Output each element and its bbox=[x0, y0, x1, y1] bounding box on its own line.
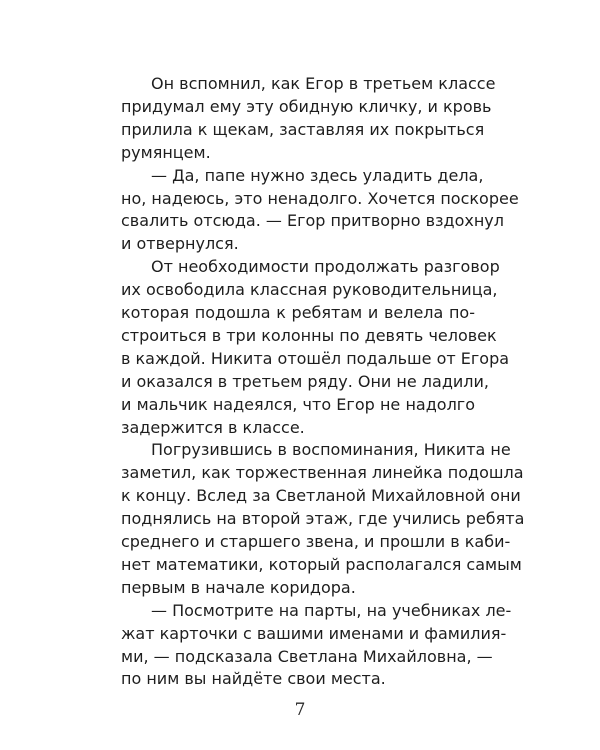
text-line: строиться в три колонны по девять человек bbox=[121, 325, 497, 345]
text-line: От необходимости продолжать разговор bbox=[151, 257, 500, 277]
text-line: жат карточки с вашими именами и фамилия- bbox=[121, 623, 507, 643]
text-line: и мальчик надеялся, что Егор не надолго bbox=[121, 394, 475, 414]
text-line: по ним вы найдёте свои места. bbox=[121, 669, 386, 689]
text-line: нет математики, который располагался самым bbox=[121, 554, 522, 574]
text-line: и оказался в третьем ряду. Они не ладили, bbox=[121, 371, 489, 391]
text-line: к концу. Вслед за Светланой Михайловной они bbox=[121, 486, 521, 506]
text-line: задержится в классе. bbox=[121, 417, 305, 437]
text-line: ми, — подсказала Светлана Михайловна, — bbox=[121, 646, 493, 666]
text-line: свалить отсюда. — Егор притворно вздохнул bbox=[121, 211, 504, 231]
text-line: их освободила классная руководительница, bbox=[121, 280, 498, 300]
text-line: заметил, как торжественная линейка подошла bbox=[121, 463, 524, 483]
text-line: — Да, папе нужно здесь уладить дела, bbox=[151, 165, 484, 185]
text-line: румянцем. bbox=[121, 142, 211, 162]
text-line: первым в начале коридора. bbox=[121, 577, 356, 597]
text-line: поднялись на второй этаж, где учились ребята bbox=[121, 509, 525, 529]
text-line: придумал ему эту обидную кличку, и кровь bbox=[121, 96, 492, 116]
text-line: и отвернулся. bbox=[121, 234, 239, 254]
text-line: среднего и старшего звена, и прошли в каби- bbox=[121, 532, 511, 551]
text-line: в каждой. Никита отошёл подальше от Егора bbox=[121, 348, 510, 368]
text-line: Погрузившись в воспоминания, Никита не bbox=[151, 440, 511, 460]
page-number: 7 bbox=[294, 700, 306, 720]
text-line: прилила к щекам, заставляя их покрыться bbox=[121, 119, 485, 139]
text-line: Он вспомнил, как Егор в третьем классе bbox=[151, 74, 496, 93]
text-line: но, надеюсь, это ненадолго. Хочется поскорее bbox=[121, 188, 519, 208]
text-line: которая подошла к ребятам и велела по- bbox=[121, 303, 475, 322]
text-line: — Посмотрите на парты, на учебниках ле- bbox=[151, 600, 512, 620]
